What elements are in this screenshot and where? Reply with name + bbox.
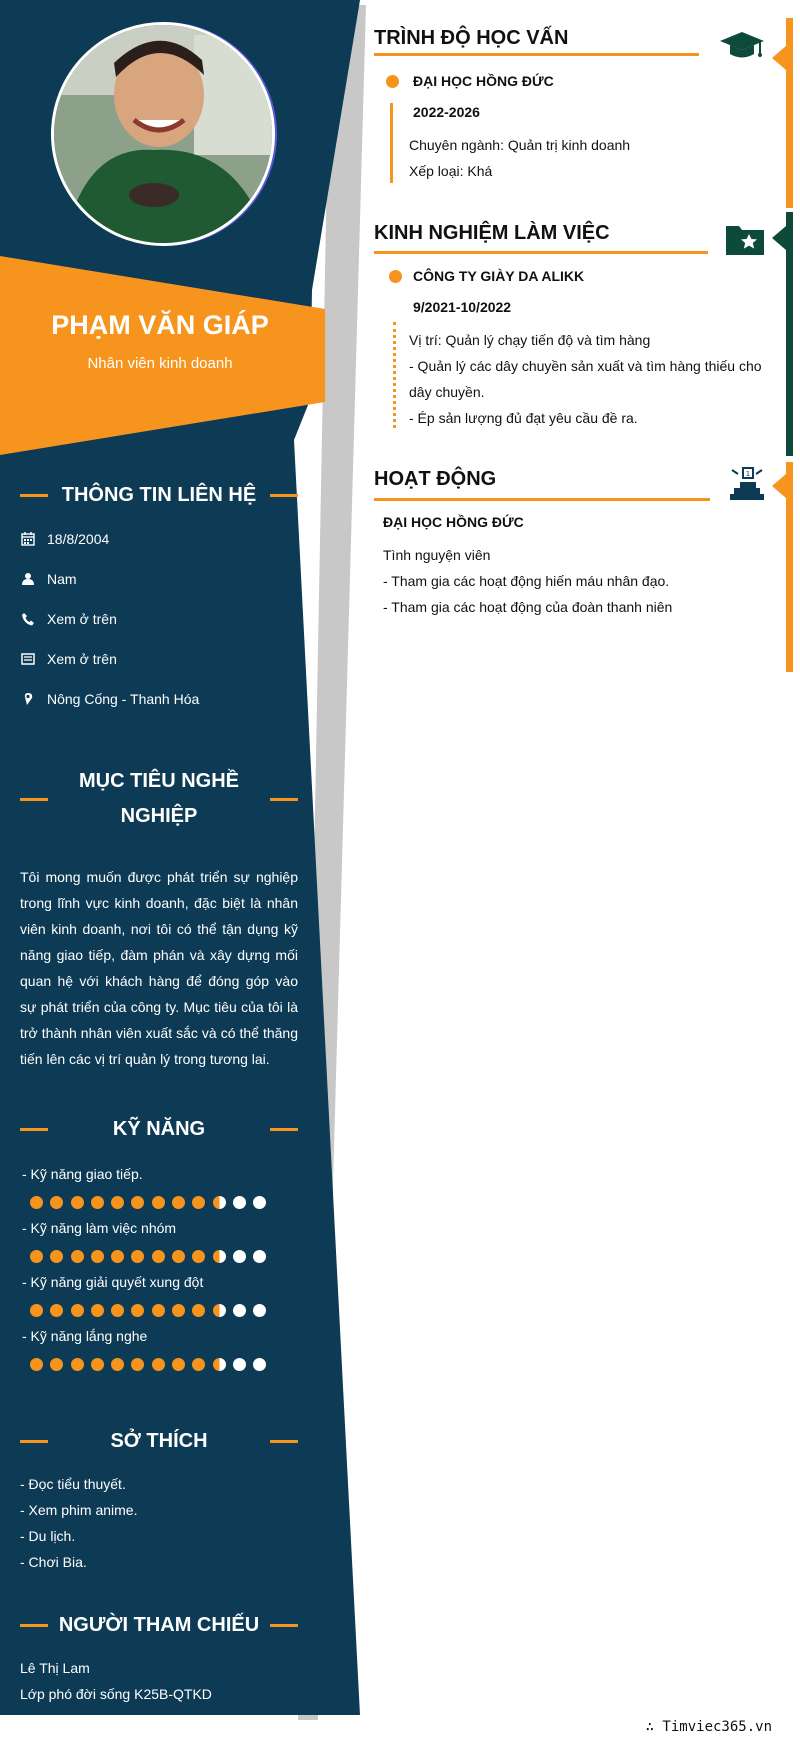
objective-title [48, 764, 270, 834]
skill-dot [71, 1250, 84, 1263]
skill-dot [233, 1250, 246, 1263]
skill-dot [30, 1196, 43, 1209]
header-dash [20, 1128, 48, 1131]
contact-title: THÔNG TIN LIÊN HỆ [61, 484, 257, 506]
contact-gender [20, 571, 77, 587]
skill-dot [131, 1304, 144, 1317]
skill-dot [50, 1304, 63, 1317]
skill-label: - Kỹ năng giao tiếp. [22, 1166, 143, 1182]
skill-dot [192, 1304, 205, 1317]
skill-dot [172, 1304, 185, 1317]
candidate-name: PHẠM VĂN GIÁP [51, 310, 269, 340]
skill-dot [213, 1358, 226, 1371]
contact-text: Nông Cống - Thanh Hóa [47, 691, 200, 707]
contact-text: 18/8/2004 [47, 531, 110, 547]
skill-dot [172, 1196, 185, 1209]
skill-dot [233, 1196, 246, 1209]
header-dash [270, 1440, 298, 1443]
skill-dot [192, 1250, 205, 1263]
skill-dot [50, 1358, 63, 1371]
skills-section-header [20, 1112, 298, 1147]
skill-dot [253, 1358, 266, 1371]
education-underline [374, 53, 699, 56]
skill-dot [213, 1250, 226, 1263]
skill-dot [192, 1196, 205, 1209]
skill-dot [71, 1196, 84, 1209]
folder-star-icon [725, 222, 765, 261]
activities-org: ĐẠI HỌC HỒNG ĐỨC [383, 514, 524, 530]
skill-dot [253, 1250, 266, 1263]
objective-title-line1: MỤC TIÊU NGHỀ [79, 770, 239, 792]
location-icon [20, 691, 36, 707]
skill-dot [253, 1304, 266, 1317]
skill-dot [131, 1250, 144, 1263]
header-dash [20, 1624, 48, 1627]
skill-dot [91, 1196, 104, 1209]
skill-dot [30, 1304, 43, 1317]
skill-dot [213, 1196, 226, 1209]
podium-icon [728, 464, 766, 507]
person-icon [20, 571, 36, 587]
header-dash [20, 798, 48, 801]
hobby-item: - Đọc tiểu thuyết. [20, 1476, 126, 1492]
skill-dot [253, 1196, 266, 1209]
header-dash [270, 494, 298, 497]
timeline-bullet [389, 270, 402, 283]
skill-dot [50, 1196, 63, 1209]
education-grade: Xếp loại: Khá [409, 163, 493, 179]
skill-dot [71, 1358, 84, 1371]
skill-dot [111, 1358, 124, 1371]
references-section-header [20, 1608, 298, 1643]
skill-label: - Kỹ năng lắng nghe [22, 1328, 148, 1344]
hobbies-title: SỞ THÍCH [110, 1430, 208, 1452]
skill-label: - Kỹ năng giải quyết xung đột [22, 1274, 204, 1290]
reference-role: Lớp phó đời sống K25B-QTKD [20, 1686, 212, 1702]
activity-line: - Tham gia các hoạt động hiến máu nhân đạo. [383, 573, 670, 589]
reference-name: Lê Thị Lam [20, 1660, 90, 1676]
mail-icon [20, 651, 36, 667]
skill-rating [30, 1358, 274, 1371]
skill-dot [91, 1250, 104, 1263]
header-dash [270, 798, 298, 801]
header-dash [270, 1624, 298, 1627]
timeline-bullet [386, 75, 399, 88]
references-title: NGƯỜI THAM CHIẾU [58, 1614, 260, 1636]
skills-title: KỸ NĂNG [112, 1118, 206, 1140]
objective-title-line2: NGHIỆP [120, 805, 198, 827]
activity-line: Tình nguyện viên [383, 547, 491, 563]
education-school: ĐẠI HỌC HỒNG ĐỨC [413, 73, 554, 89]
education-title: TRÌNH ĐỘ HỌC VẤN [374, 27, 569, 49]
activity-line: - Tham gia các hoạt động của đoàn thanh niên [383, 599, 673, 615]
calendar-icon [20, 531, 36, 547]
education-accent-arrow [772, 46, 786, 70]
phone-icon [20, 611, 36, 627]
hobbies-section-header [20, 1424, 298, 1459]
skill-dot [111, 1196, 124, 1209]
skill-rating [30, 1250, 274, 1263]
skill-rating [30, 1304, 274, 1317]
contact-email [20, 651, 117, 667]
objective-text: Tôi mong muốn được phát triển sự nghiệp trong lĩnh vực kinh doanh, đặc biệt là nhân viên kinh doanh, nơi tôi có thể tận dụng kỹ năng giao tiếp, đàm phán và xây dựng mối quan hệ với khách hàng để đóng góp vào sự phát triển của công ty. Mục tiêu của tôi là trở thành nhân viên xuất sắc và có thể thăng tiến lên các vị trí quản lý trong tương lai. [20, 869, 298, 1067]
skill-dot [131, 1196, 144, 1209]
activities-underline [374, 498, 710, 501]
skill-dot [131, 1358, 144, 1371]
contact-text: Xem ở trên [47, 611, 117, 627]
skill-dot [50, 1250, 63, 1263]
education-period: 2022-2026 [413, 104, 480, 120]
candidate-job-title: Nhân viên kinh doanh [87, 355, 233, 372]
experience-accent-arrow [772, 226, 786, 250]
contact-text: Nam [47, 571, 77, 587]
skill-dot [192, 1358, 205, 1371]
brand-watermark: ∴ Timviec365.vn [645, 1719, 772, 1735]
skill-label: - Kỹ năng làm việc nhóm [22, 1220, 177, 1236]
experience-line: - Ép sản lượng đủ đạt yêu cầu đề ra. [409, 410, 638, 426]
experience-period: 9/2021-10/2022 [413, 299, 512, 315]
skill-dot [111, 1304, 124, 1317]
timeline-line [390, 103, 393, 183]
contact-text: Xem ở trên [47, 651, 117, 667]
skill-dot [30, 1358, 43, 1371]
avatar [51, 22, 275, 246]
skill-rating [30, 1196, 274, 1209]
skill-dot [233, 1358, 246, 1371]
skill-dot [152, 1358, 165, 1371]
skill-dot [172, 1250, 185, 1263]
header-dash [270, 1128, 298, 1131]
activities-title: HOẠT ĐỘNG [374, 468, 497, 490]
education-major: Chuyên ngành: Quản trị kinh doanh [409, 137, 631, 153]
skill-dot [91, 1304, 104, 1317]
skill-dot [233, 1304, 246, 1317]
experience-title: KINH NGHIỆM LÀM VIỆC [374, 222, 610, 244]
skill-dot [91, 1358, 104, 1371]
hobby-item: - Xem phim anime. [20, 1502, 138, 1518]
activities-accent-arrow [772, 474, 786, 498]
experience-underline [374, 251, 708, 254]
hobby-item: - Du lịch. [20, 1528, 76, 1544]
avatar-image [54, 25, 272, 243]
contact-birthday [20, 531, 109, 547]
hobby-item: - Chơi Bia. [20, 1554, 87, 1570]
contact-address [20, 691, 199, 707]
activities-accent-bar [786, 462, 793, 672]
experience-company: CÔNG TY GIÀY DA ALIKK [413, 268, 585, 284]
timeline-dotted-line [393, 322, 399, 428]
skill-dot [172, 1358, 185, 1371]
svg-text:1: 1 [745, 470, 751, 478]
experience-line: - Quản lý các dây chuyền sản xuất và tìm hàng thiếu cho [409, 358, 762, 374]
objective-section-header [20, 764, 298, 834]
skill-dot [71, 1304, 84, 1317]
skill-dot [152, 1250, 165, 1263]
experience-line: dây chuyền. [409, 384, 485, 400]
graduation-cap-icon [720, 30, 764, 67]
header-dash [20, 494, 48, 497]
experience-line: Vị trí: Quản lý chạy tiến độ và tìm hàng [409, 332, 651, 348]
experience-accent-bar [786, 212, 793, 456]
education-accent-bar [786, 18, 793, 208]
skill-dot [111, 1250, 124, 1263]
header-dash [20, 1440, 48, 1443]
skill-dot [30, 1250, 43, 1263]
skill-dot [152, 1304, 165, 1317]
skill-dot [213, 1304, 226, 1317]
contact-phone [20, 611, 117, 627]
skill-dot [152, 1196, 165, 1209]
contact-section-header [20, 478, 298, 513]
